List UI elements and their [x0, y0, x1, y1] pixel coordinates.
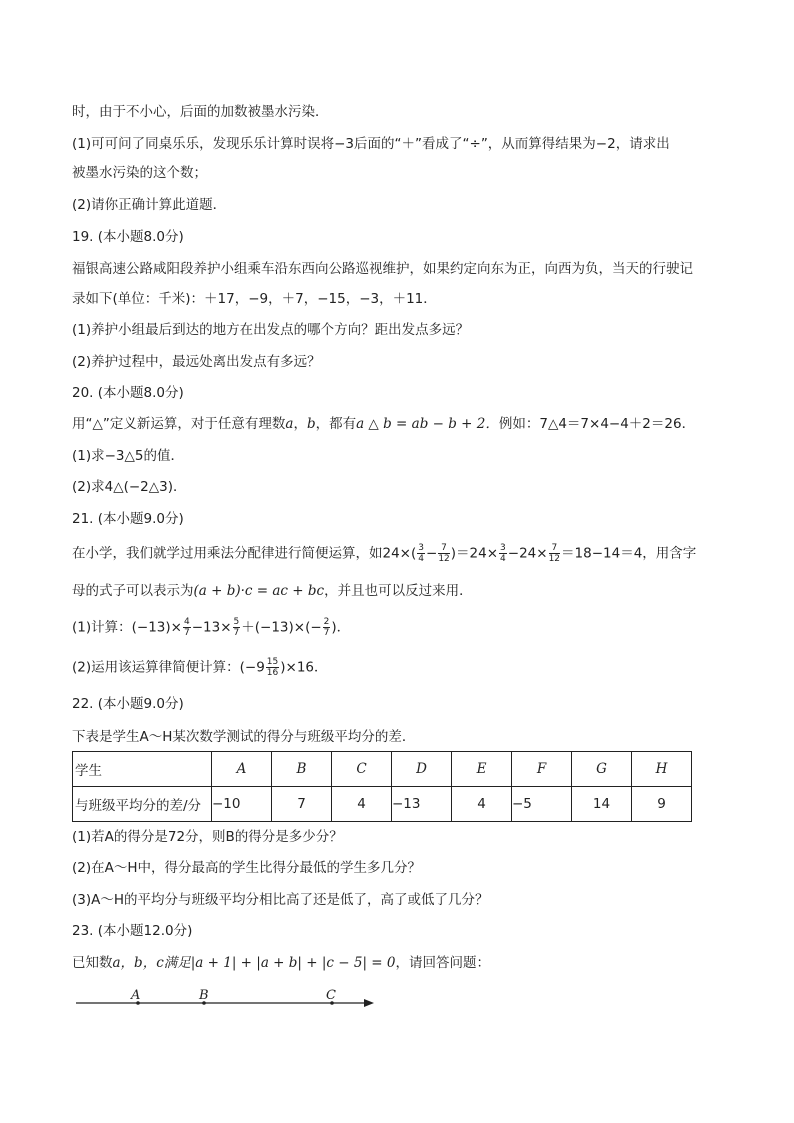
q20-definition: 用“△”定义新运算，对于任意有理数a，b，都有a △ b = ab − b + 2．例如：7△4＝7×4−4＋2＝26． — [72, 416, 696, 432]
q19-line1: 福银高速公路咸阳段养护小组乘车沿东西向公路巡视维护，如果约定向东为正，向西为负，当天的行驶记 — [72, 261, 693, 277]
table-row — [73, 787, 692, 822]
table-cell: −13 — [392, 787, 452, 822]
q19-part2: (2)养护过程中，最远处离出发点有多远？ — [72, 354, 321, 370]
fraction: $\frac{3}{4}$ — [418, 543, 424, 564]
q20-header: 20. (本小题8.0分) — [72, 385, 184, 401]
table-header-cell: D — [392, 752, 452, 787]
table-cell: 4 — [452, 787, 512, 822]
table-header-cell: A — [212, 752, 272, 787]
fraction: $\frac{7}{12}$ — [438, 543, 450, 564]
fraction: $\frac{5}{7}$ — [233, 617, 240, 638]
label-c: C — [326, 988, 336, 1003]
q21-part1: (1)计算：(−13)× $\frac{4}{7}$ −13× $\frac{5}{7}$ ＋(−13)×(− $\frac{2}{7}$ )． — [72, 617, 351, 638]
arrow-right-icon — [364, 999, 374, 1007]
q23-line1: 已知数a，b，c满足|a + 1| + |a + b| + |c − 5| = 0，请回答问题： — [72, 955, 490, 971]
q22-part2: (2)在A～H中，得分最高的学生比得分最低的学生多几分？ — [72, 860, 422, 876]
q18-part2: (2)请你正确计算此道题． — [72, 197, 227, 213]
table-header-cell: F — [512, 752, 572, 787]
q18-part1-line2: 被墨水污染的这个数； — [72, 165, 207, 181]
q22-part1: (1)若A的得分是72分，则B的得分是多少分？ — [72, 829, 343, 845]
table-header-cell: B — [272, 752, 332, 787]
table-cell: 7 — [272, 787, 332, 822]
fraction: $\frac{15}{16}$ — [266, 657, 279, 678]
q21-distributive-formula: (a + b)·c = ac + bc — [193, 583, 325, 599]
fraction: $\frac{2}{7}$ — [323, 617, 330, 638]
q19-line2: 录如下(单位：千米)：＋17，−9，＋7，−15，−3，＋11． — [72, 291, 437, 307]
table-cell: 9 — [632, 787, 692, 822]
label-a: A — [131, 988, 141, 1003]
table-header-cell: E — [452, 752, 512, 787]
table-header-cell: H — [632, 752, 692, 787]
q19-part1: (1)养护小组最后到达的地方在出发点的哪个方向？距出发点多远？ — [72, 322, 470, 338]
fraction: $\frac{3}{4}$ — [500, 543, 506, 564]
table-header-cell: C — [332, 752, 392, 787]
q22-intro: 下表是学生A～H某次数学测试的得分与班级平均分的差． — [72, 729, 416, 745]
table-cell: 4 — [332, 787, 392, 822]
q19-header: 19. (本小题8.0分) — [72, 229, 184, 245]
table-header-cell: 学生 — [73, 752, 212, 787]
table-header-cell: G — [572, 752, 632, 787]
q23-header: 23. (本小题12.0分) — [72, 923, 193, 939]
table-cell: −5 — [512, 787, 572, 822]
score-difference-table — [72, 751, 692, 822]
q22-part3: (3)A～H的平均分与班级平均分相比高了还是低了，高了或低了几分？ — [72, 892, 489, 908]
q21-line2: 母的式子可以表示为(a + b)·c = ac + bc，并且也可以反过来用． — [72, 583, 473, 599]
table-row — [73, 752, 692, 787]
table-cell: −10 — [212, 787, 272, 822]
q20-formula: a △ b = ab − b + 2． — [356, 416, 499, 432]
q20-part1: (1)求−3△5的值． — [72, 448, 184, 464]
q21-header: 21. (本小题9.0分) — [72, 511, 184, 527]
q22-header: 22. (本小题9.0分) — [72, 696, 184, 712]
fraction: $\frac{4}{7}$ — [183, 617, 190, 638]
number-line — [70, 985, 380, 1013]
q21-line1: 在小学，我们就学过用乘法分配律进行简便运算，如24×( $\frac{3}{4}$ − $\frac{7}{12}$ )＝24× $\frac{3}{4}$ −24× $\frac{7}{12}$ ＝18−14＝4，用含字 — [72, 543, 697, 564]
table-cell: 14 — [572, 787, 632, 822]
q21-part2: (2)运用该运算律简便计算：(−9 $\frac{15}{16}$ )×16． — [72, 657, 328, 678]
table-cell: 与班级平均分的差/分 — [73, 787, 212, 822]
q18-part1-line1: (1)可可问了同桌乐乐，发现乐乐计算时误将−3后面的“＋”看成了“÷”，从而算得结果为−2，请求出 — [72, 136, 670, 152]
q23-condition-formula: a，b，c满足|a + 1| + |a + b| + |c − 5| = 0 — [112, 955, 396, 971]
q20-part2: (2)求4△(−2△3)． — [72, 479, 187, 495]
q18-continuation: 时，由于不小心，后面的加数被墨水污染． — [72, 104, 329, 120]
label-b: B — [199, 988, 209, 1003]
fraction: $\frac{7}{12}$ — [548, 543, 561, 564]
